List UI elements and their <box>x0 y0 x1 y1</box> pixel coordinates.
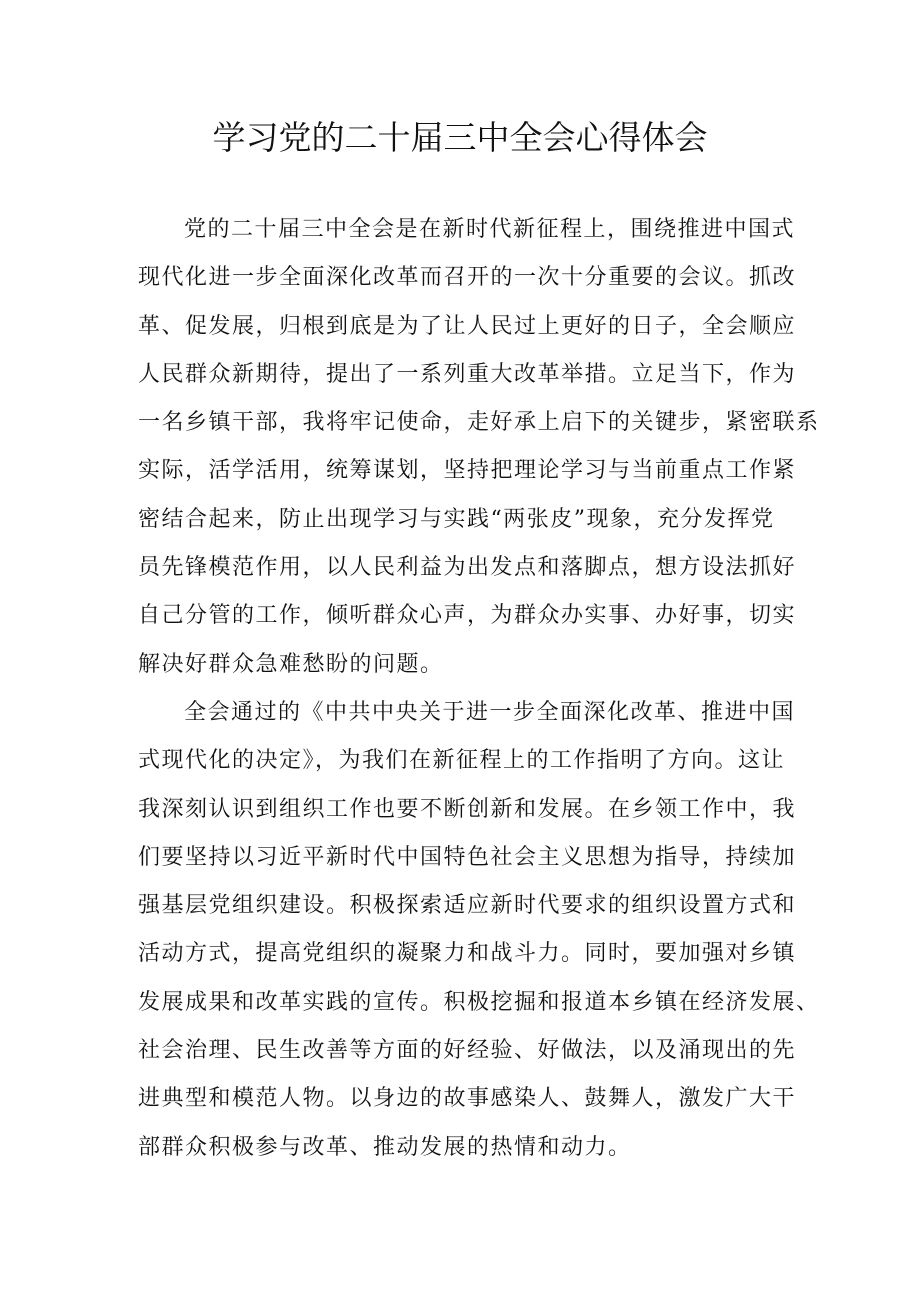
paragraph-line: 们要坚持以习近平新时代中国特色社会主义思想为指导，持续加 <box>138 844 797 870</box>
paragraph-line: 一名乡镇干部，我将牢记使命，走好承上启下的关键步，紧密联系 <box>138 410 820 436</box>
paragraph-line: 全会通过的《中共中央关于进一步全面深化改革、推进中国 <box>184 700 796 725</box>
document-title: 学习党的二十届三中全会心得体会 <box>212 118 708 157</box>
paragraph-line: 密结合起来，防止出现学习与实践“两张皮”现象，充分发挥党 <box>138 506 775 532</box>
paragraph-line: 我深刻认识到组织工作也要不断创新和发展。在乡领工作中，我 <box>138 796 797 822</box>
paragraph-line: 强基层党组织建设。积极探索适应新时代要求的组织设置方式和 <box>138 893 797 919</box>
paragraph-line: 自己分管的工作，倾听群众心声，为群众办实事、办好事，切实 <box>138 603 797 629</box>
paragraph-line: 革、促发展，归根到底是为了让人民过上更好的日子，全会顺应 <box>138 313 797 339</box>
paragraph-line: 现代化进一步全面深化改革而召开的一次十分重要的会议。抓改 <box>138 265 797 291</box>
paragraph-line: 员先锋模范作用，以人民利益为出发点和落脚点，想方设法抓好 <box>138 555 797 581</box>
paragraph-line: 活动方式，提高党组织的凝聚力和战斗力。同时，要加强对乡镇 <box>138 941 797 967</box>
paragraph-line: 社会治理、民生改善等方面的好经验、好做法，以及涌现出的先 <box>138 1038 797 1064</box>
paragraph-line: 解决好群众急难愁盼的问题。 <box>138 651 444 677</box>
paragraph-line: 进典型和模范人物。以身边的故事感染人、鼓舞人，激发广大干 <box>138 1086 797 1112</box>
paragraph-line: 党的二十届三中全会是在新时代新征程上，围绕推进中国式 <box>184 217 796 242</box>
paragraph-line: 人民群众新期待，提出了一系列重大改革举措。立足当下，作为 <box>138 361 797 387</box>
paragraph-line: 部群众积极参与改革、推动发展的热情和动力。 <box>138 1134 632 1160</box>
paragraph-line: 式现代化的决定》，为我们在新征程上的工作指明了方向。这让 <box>138 748 786 774</box>
paragraph-line: 发展成果和改革实践的宣传。积极挖掘和报道本乡镇在经济发展、 <box>138 989 820 1015</box>
paragraph-line: 实际，活学活用，统筹谋划，坚持把理论学习与当前重点工作紧 <box>138 458 797 484</box>
paragraph-1 <box>138 206 820 689</box>
paragraph-2 <box>138 689 820 1172</box>
